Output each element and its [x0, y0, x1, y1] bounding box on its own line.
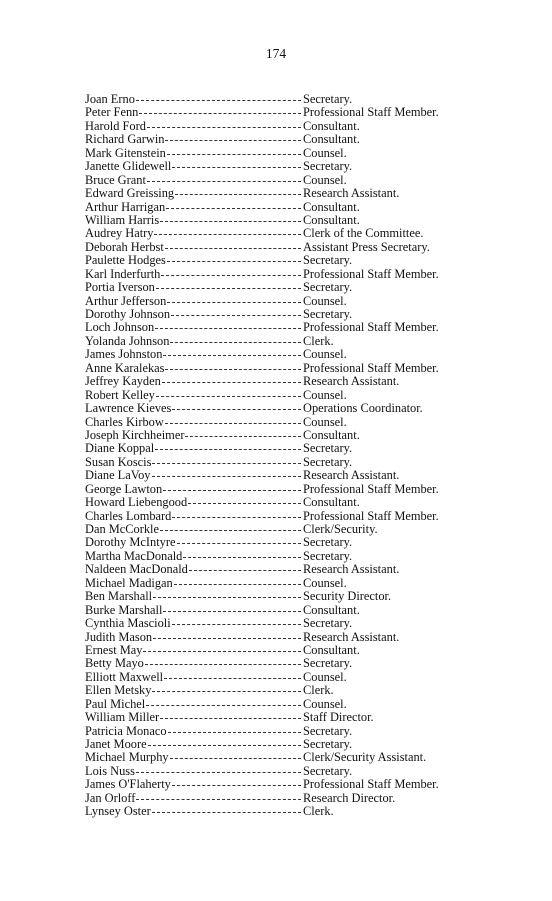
staff-role: Secretary. [303, 737, 353, 751]
dot-leader [163, 355, 301, 356]
staff-role: Assistant Press Secretary. [303, 239, 430, 254]
roster-row [85, 792, 485, 805]
roster-row [85, 93, 485, 106]
roster-row [85, 483, 485, 496]
name-cell [85, 684, 303, 697]
staff-name: George Lawton [85, 482, 163, 496]
staff-name: Lawrence Kieves [85, 402, 172, 416]
staff-name: Diane Koppal [85, 442, 155, 456]
staff-name: Ellen Metsky [85, 684, 152, 698]
staff-name: Dorothy Johnson [85, 308, 171, 321]
roster-row [85, 254, 485, 267]
name-cell [85, 147, 303, 160]
dot-leader [161, 275, 301, 276]
dot-leader [165, 423, 301, 424]
dot-leader [189, 570, 301, 571]
name-cell [85, 698, 303, 711]
dot-leader [160, 221, 301, 222]
dot-leader [152, 812, 301, 813]
roster-row [85, 617, 485, 630]
roster-row [85, 671, 485, 684]
roster-row [85, 268, 485, 281]
roster-row [85, 510, 485, 523]
staff-name: Harold Ford [85, 119, 146, 133]
name-cell [85, 187, 303, 200]
dot-leader [136, 100, 301, 101]
roster-row [85, 348, 485, 361]
name-cell [85, 362, 303, 375]
roster-row [85, 577, 485, 590]
staff-role: Secretary. [303, 253, 353, 268]
name-cell [85, 536, 303, 549]
roster-row [85, 778, 485, 791]
staff-role: Secretary. [303, 656, 353, 671]
roster-row [85, 496, 485, 509]
staff-name: Joseph Kirchheimer [85, 428, 185, 442]
dot-leader [183, 557, 301, 558]
staff-role: Operations Coordinator. [303, 401, 423, 416]
roster-row [85, 563, 485, 576]
dot-leader [148, 745, 301, 746]
staff-role: Consultant. [303, 212, 360, 227]
roster-row [85, 187, 485, 200]
name-cell [85, 483, 303, 496]
staff-role: Counsel. [303, 347, 347, 362]
staff-name: Jan Orloff [85, 791, 136, 805]
staff-name: Diane LaVoy [85, 469, 151, 483]
name-cell [85, 711, 303, 724]
page-number: 174 [265, 46, 287, 61]
staff-role: Professional Staff Member. [303, 105, 439, 120]
name-cell [85, 201, 303, 214]
dot-leader [167, 302, 301, 303]
name-cell [85, 416, 303, 429]
roster-row [85, 523, 485, 536]
name-cell [85, 93, 303, 106]
dot-leader [175, 194, 301, 195]
dot-leader [172, 167, 301, 168]
staff-role: Secretary. [303, 159, 353, 174]
staff-role: Clerk. [303, 683, 334, 698]
staff-role: Counsel. [303, 414, 347, 429]
staff-name: Judith Mason [85, 630, 153, 644]
staff-name: Ernest May [85, 643, 143, 657]
staff-name: Mark Gitenstein [85, 146, 166, 160]
staff-name: Yolanda Johnson [85, 334, 170, 348]
roster-row [85, 751, 485, 764]
dot-leader [163, 490, 301, 491]
staff-role: Counsel. [303, 575, 347, 590]
dot-leader [136, 799, 301, 800]
roster-row [85, 442, 485, 455]
staff-name: Lois Nuss [85, 764, 135, 778]
staff-name: Charles Lombard [85, 509, 172, 523]
roster-row [85, 295, 485, 308]
dot-leader [166, 208, 301, 209]
dot-leader [165, 140, 301, 141]
staff-role: Research Assistant. [303, 186, 400, 201]
dot-leader [165, 369, 301, 370]
dot-leader [139, 113, 301, 114]
staff-name: Charles Kirbow [85, 415, 164, 429]
dot-leader [165, 248, 301, 249]
name-cell [85, 577, 303, 590]
roster-row [85, 281, 485, 294]
name-cell [85, 738, 303, 751]
staff-role: Secretary. [303, 92, 353, 106]
staff-role: Consultant. [303, 642, 360, 657]
name-cell [85, 805, 303, 818]
roster-row [85, 590, 485, 603]
name-cell [85, 778, 303, 791]
staff-role: Secretary. [303, 307, 353, 321]
staff-name: Richard Garwin [85, 133, 165, 147]
staff-name: Ben Marshall [85, 590, 153, 604]
dot-leader [172, 785, 301, 786]
staff-role: Clerk. [303, 333, 334, 348]
name-cell [85, 106, 303, 119]
staff-role: Consultant. [303, 132, 360, 147]
name-cell [85, 389, 303, 402]
staff-role: Consultant. [303, 118, 360, 133]
roster-row [85, 227, 485, 240]
staff-role: Professional Staff Member. [303, 777, 439, 792]
roster-row [85, 241, 485, 254]
dot-leader [170, 342, 301, 343]
staff-role: Secretary. [303, 535, 353, 550]
roster-row [85, 711, 485, 724]
staff-role: Counsel. [303, 172, 347, 187]
dot-leader [154, 234, 301, 235]
staff-roster [85, 93, 485, 819]
staff-role: Consultant. [303, 199, 360, 214]
staff-role: Counsel. [303, 696, 347, 711]
staff-name: Jeffrey Kayden [85, 375, 161, 389]
staff-role: Research Director. [303, 790, 396, 805]
dot-leader [170, 758, 301, 759]
staff-name: Cynthia Mascioli [85, 617, 171, 631]
dot-leader [143, 651, 301, 652]
name-cell [85, 321, 303, 334]
staff-name: Janette Glidewell [85, 160, 172, 174]
name-cell [85, 550, 303, 563]
staff-role: Staff Director. [303, 710, 374, 725]
name-cell [85, 442, 303, 455]
staff-name: Betty Mayo [85, 657, 144, 671]
staff-role: Counsel. [303, 145, 347, 160]
dot-leader [188, 503, 301, 504]
dot-leader [171, 315, 301, 316]
roster-row [85, 429, 485, 442]
roster-row [85, 456, 485, 469]
roster-row [85, 147, 485, 160]
dot-leader [156, 288, 301, 289]
roster-row [85, 106, 485, 119]
roster-row [85, 174, 485, 187]
name-cell [85, 725, 303, 738]
dot-leader [172, 409, 301, 410]
staff-name: Robert Kelley [85, 388, 155, 402]
staff-role: Secretary. [303, 454, 353, 469]
name-cell [85, 335, 303, 348]
name-cell [85, 765, 303, 778]
name-cell [85, 295, 303, 308]
staff-name: Deborah Herbst [85, 240, 164, 254]
staff-name: Martha MacDonald [85, 549, 183, 563]
roster-row [85, 657, 485, 670]
name-cell [85, 268, 303, 281]
name-cell [85, 174, 303, 187]
staff-name: Susan Koscis [85, 455, 152, 469]
roster-row [85, 604, 485, 617]
staff-name: Burke Marshall [85, 603, 163, 617]
name-cell [85, 241, 303, 254]
staff-name: William Harris [85, 213, 160, 227]
roster-row [85, 120, 485, 133]
dot-leader [152, 463, 301, 464]
name-cell [85, 617, 303, 630]
dot-leader [162, 382, 301, 383]
staff-name: Janet Moore [85, 738, 147, 751]
dot-leader [167, 154, 301, 155]
dot-leader [168, 732, 301, 733]
staff-name: Arthur Jefferson [85, 294, 167, 308]
dot-leader [160, 718, 301, 719]
staff-role: Research Assistant. [303, 629, 400, 644]
dot-leader [145, 664, 301, 665]
staff-role: Research Assistant. [303, 468, 400, 483]
name-cell [85, 590, 303, 603]
roster-row [85, 725, 485, 738]
staff-name: Joan Erno [85, 93, 135, 106]
dot-leader [185, 436, 301, 437]
staff-name: Peter Fenn [85, 106, 139, 120]
staff-name: Michael Murphy [85, 751, 169, 765]
name-cell [85, 510, 303, 523]
roster-row [85, 214, 485, 227]
roster-row [85, 321, 485, 334]
roster-row [85, 631, 485, 644]
staff-name: Karl Inderfurth [85, 267, 161, 281]
staff-role: Clerk/Security. [303, 522, 378, 536]
name-cell [85, 456, 303, 469]
roster-row [85, 160, 485, 173]
dot-leader [172, 624, 301, 625]
dot-leader [160, 530, 301, 531]
staff-name: Lynsey Oster [85, 805, 151, 819]
staff-role: Counsel. [303, 387, 347, 402]
staff-name: William Miller [85, 711, 160, 725]
staff-role: Professional Staff Member. [303, 266, 439, 281]
staff-role: Secretary. [303, 441, 353, 456]
staff-name: Howard Liebengood [85, 496, 188, 510]
dot-leader [155, 449, 301, 450]
name-cell [85, 281, 303, 294]
staff-name: Audrey Hatry [85, 227, 154, 241]
name-cell [85, 751, 303, 764]
staff-name: Bruce Grant [85, 173, 146, 187]
staff-name: Arthur Harrigan [85, 200, 166, 214]
staff-name: Dan McCorkle [85, 523, 159, 536]
roster-row [85, 550, 485, 563]
name-cell [85, 496, 303, 509]
staff-role: Counsel. [303, 293, 347, 308]
name-cell [85, 348, 303, 361]
staff-role: Professional Staff Member. [303, 360, 439, 375]
name-cell [85, 160, 303, 173]
roster-row [85, 416, 485, 429]
staff-role: Secretary. [303, 280, 353, 295]
name-cell [85, 644, 303, 657]
name-cell [85, 469, 303, 482]
name-cell [85, 120, 303, 133]
staff-name: Paulette Hodges [85, 254, 166, 268]
dot-leader [147, 127, 301, 128]
dot-leader [174, 584, 301, 585]
staff-name: Loch Johnson [85, 321, 155, 335]
roster-row [85, 684, 485, 697]
staff-role: Consultant. [303, 495, 360, 510]
roster-row [85, 765, 485, 778]
roster-row [85, 362, 485, 375]
staff-role: Clerk/Security Assistant. [303, 750, 427, 765]
staff-role: Secretary. [303, 616, 353, 631]
name-cell [85, 402, 303, 415]
dot-leader [136, 772, 301, 773]
staff-role: Professional Staff Member. [303, 481, 439, 496]
staff-role: Research Assistant. [303, 374, 400, 389]
staff-name: Portia Iverson [85, 281, 155, 295]
name-cell [85, 631, 303, 644]
staff-role: Secretary. [303, 723, 353, 738]
dot-leader [156, 396, 301, 397]
name-cell [85, 308, 303, 321]
roster-row [85, 201, 485, 214]
roster-row [85, 335, 485, 348]
roster-row [85, 536, 485, 549]
roster-row [85, 133, 485, 146]
staff-role: Secretary. [303, 763, 353, 778]
staff-name: Edward Greissing [85, 187, 175, 201]
staff-name: Paul Michel [85, 697, 146, 711]
dot-leader [163, 611, 301, 612]
name-cell [85, 563, 303, 576]
dot-leader [153, 597, 301, 598]
staff-role: Security Director. [303, 589, 392, 604]
roster-row [85, 308, 485, 321]
name-cell [85, 792, 303, 805]
dot-leader [172, 517, 301, 518]
staff-role: Clerk. [303, 804, 334, 819]
staff-role: Professional Staff Member. [303, 320, 439, 335]
dot-leader [155, 328, 301, 329]
dot-leader [152, 476, 302, 477]
staff-role: Consultant. [303, 427, 360, 442]
name-cell [85, 671, 303, 684]
staff-role: Counsel. [303, 669, 347, 684]
staff-name: Dorothy McIntyre [85, 536, 176, 550]
dot-leader [177, 543, 302, 544]
roster-row [85, 375, 485, 388]
dot-leader [153, 638, 301, 639]
name-cell [85, 214, 303, 227]
staff-name: Elliott Maxwell [85, 670, 164, 684]
name-cell [85, 133, 303, 146]
dot-leader [146, 705, 301, 706]
roster-row [85, 389, 485, 402]
staff-role: Clerk of the Committee. [303, 226, 424, 241]
name-cell [85, 429, 303, 442]
name-cell [85, 254, 303, 267]
staff-role: Professional Staff Member. [303, 508, 439, 523]
name-cell [85, 523, 303, 536]
staff-name: Patricia Monaco [85, 724, 167, 738]
name-cell [85, 375, 303, 388]
name-cell [85, 604, 303, 617]
roster-row [85, 469, 485, 482]
staff-name: Anne Karalekas [85, 361, 165, 375]
staff-name: James O'Flaherty [85, 778, 171, 792]
roster-row [85, 402, 485, 415]
roster-row [85, 738, 485, 751]
dot-leader [164, 678, 301, 679]
staff-role: Secretary. [303, 548, 353, 563]
staff-role: Consultant. [303, 602, 360, 617]
staff-role: Research Assistant. [303, 562, 400, 577]
name-cell [85, 657, 303, 670]
dot-leader [152, 691, 301, 692]
staff-name: Michael Madigan [85, 576, 173, 590]
roster-row [85, 805, 485, 818]
staff-name: Naldeen MacDonald [85, 563, 188, 577]
name-cell [85, 227, 303, 240]
staff-name: James Johnston [85, 348, 163, 362]
dot-leader [147, 181, 301, 182]
dot-leader [167, 261, 301, 262]
roster-row [85, 698, 485, 711]
roster-row [85, 644, 485, 657]
